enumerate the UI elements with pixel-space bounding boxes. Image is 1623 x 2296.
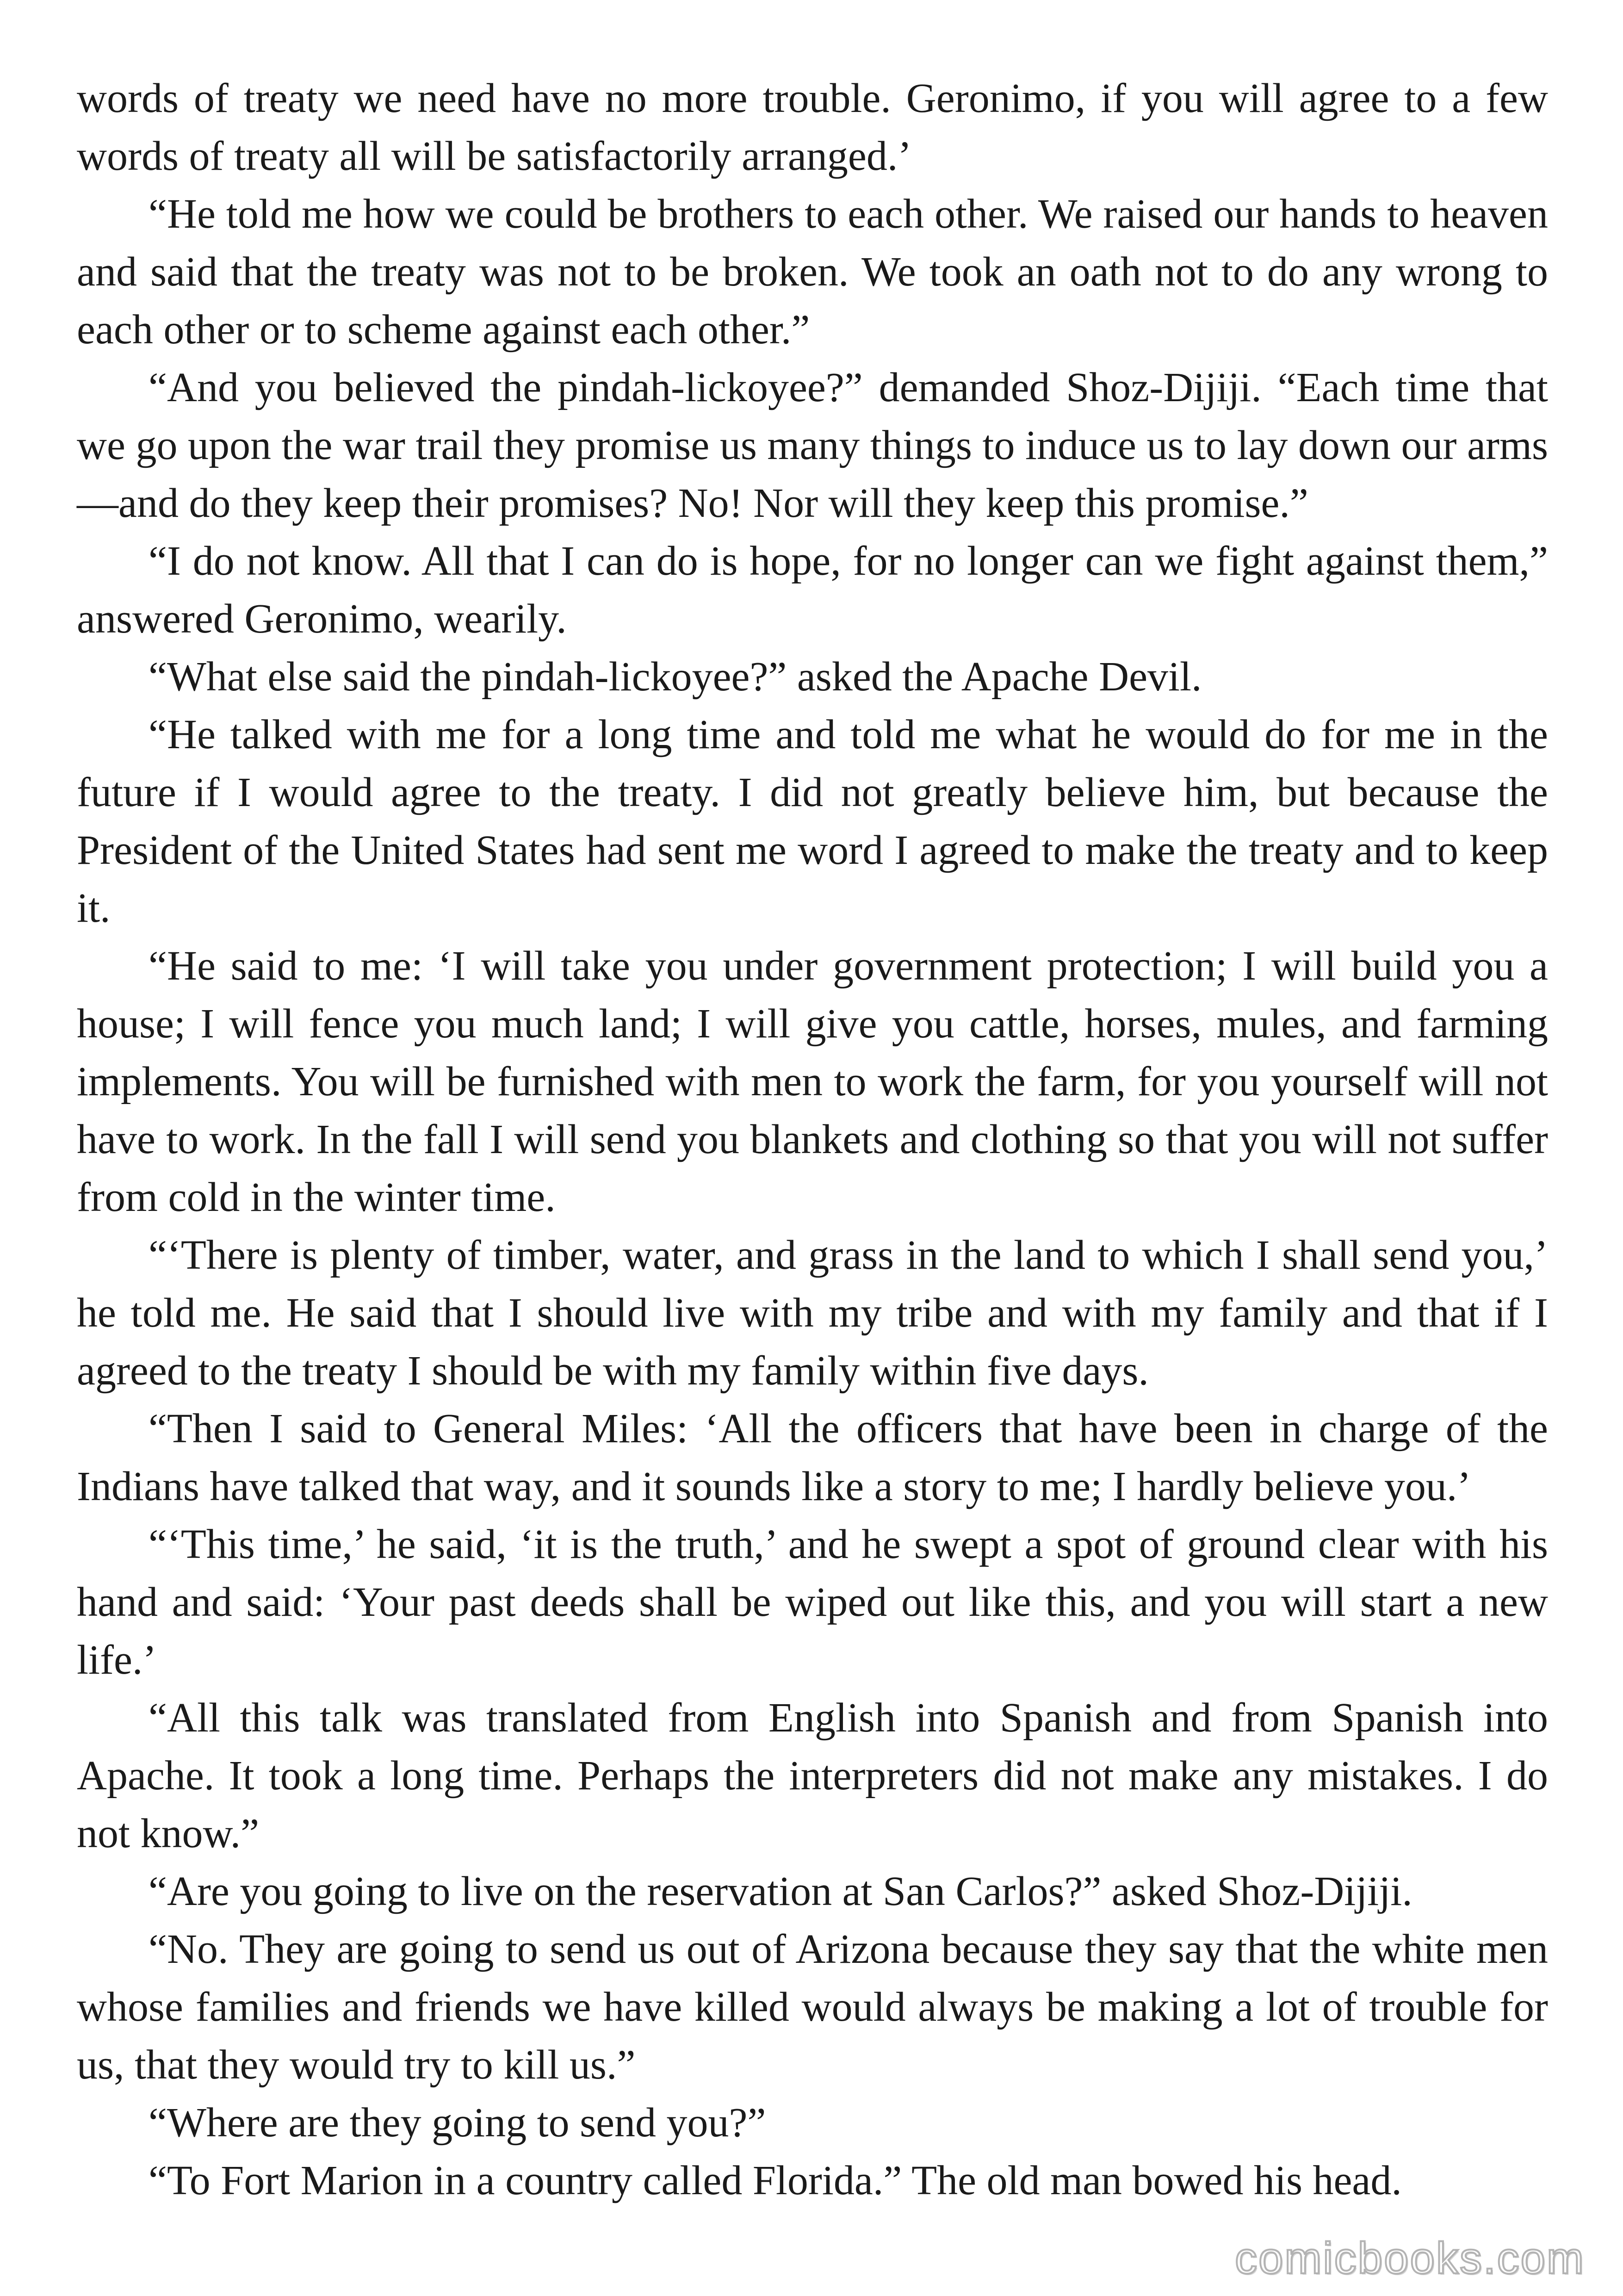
paragraph: words of treaty we need have no more trouble. Geronimo, if you will agree to a few words of treaty all will be satisfactorily arranged.’ — [77, 75, 1548, 179]
paragraph: “He said to me: ‘I will take you under government protection; I will build you a house; I will fence you much land; I will give you cattle, horses, mules, and farming implements. You will be furnished with men to work the farm, for you yourself will not have to work. In the fall I will send you blankets and clothing so that you will not suffer from cold in the winter time. — [77, 943, 1548, 1220]
paragraph: “No. They are going to send us out of Arizona because they say that the white men whose families and friends we have killed would always be making a lot of trouble for us, that they would try to kill us.” — [77, 1926, 1548, 2088]
body-text — [77, 69, 1548, 2209]
paragraph: “I do not know. All that I can do is hope, for no longer can we fight against them,” answered Geronimo, wearily. — [77, 538, 1548, 642]
paragraph: “What else said the pindah-lickoyee?” asked the Apache Devil. — [149, 654, 1202, 700]
paragraph: “Are you going to live on the reservation at San Carlos?” asked Shoz-Dijiji. — [149, 1868, 1412, 1914]
paragraph: “‘There is plenty of timber, water, and grass in the land to which I shall send you,’ he told me. He said that I should live with my tribe and with my family and that if I agreed to the treaty I should be with my family within five days. — [77, 1232, 1548, 1394]
paragraph: “He talked with me for a long time and told me what he would do for me in the future if I would agree to the treaty. I did not greatly believe him, but because the President of the United States had sent me word I agreed to make the treaty and to keep it. — [77, 712, 1548, 931]
watermark-logo: comicbooks.com — [1235, 2234, 1585, 2283]
paragraph: “All this talk was translated from English into Spanish and from Spanish into Apache. It took a long time. Perhaps the interpreters did not make any mistakes. I do not know.” — [77, 1695, 1548, 1856]
paragraph: “And you believed the pindah-lickoyee?” demanded Shoz-Dijiji. “Each time that we go upon the war trail they promise us many things to induce us to lay down our arms—and do they keep their promises? No! Nor will they keep this promise.” — [77, 365, 1548, 526]
paragraph: “‘This time,’ he said, ‘it is the truth,’ and he swept a spot of ground clear with his hand and said: ‘Your past deeds shall be wiped out like this, and you will start a new life.’ — [77, 1521, 1548, 1683]
paragraph: “He told me how we could be brothers to each other. We raised our hands to heaven and said that the treaty was not to be broken. We took an oath not to do any wrong to each other or to scheme against each other.” — [77, 191, 1548, 353]
paragraph: “Where are they going to send you?” — [149, 2100, 766, 2146]
paragraph: “To Fort Marion in a country called Florida.” The old man bowed his head. — [149, 2158, 1402, 2203]
paragraph: “Then I said to General Miles: ‘All the officers that have been in charge of the Indians have talked that way, and it sounds like a story to me; I hardly believe you.’ — [77, 1406, 1548, 1509]
